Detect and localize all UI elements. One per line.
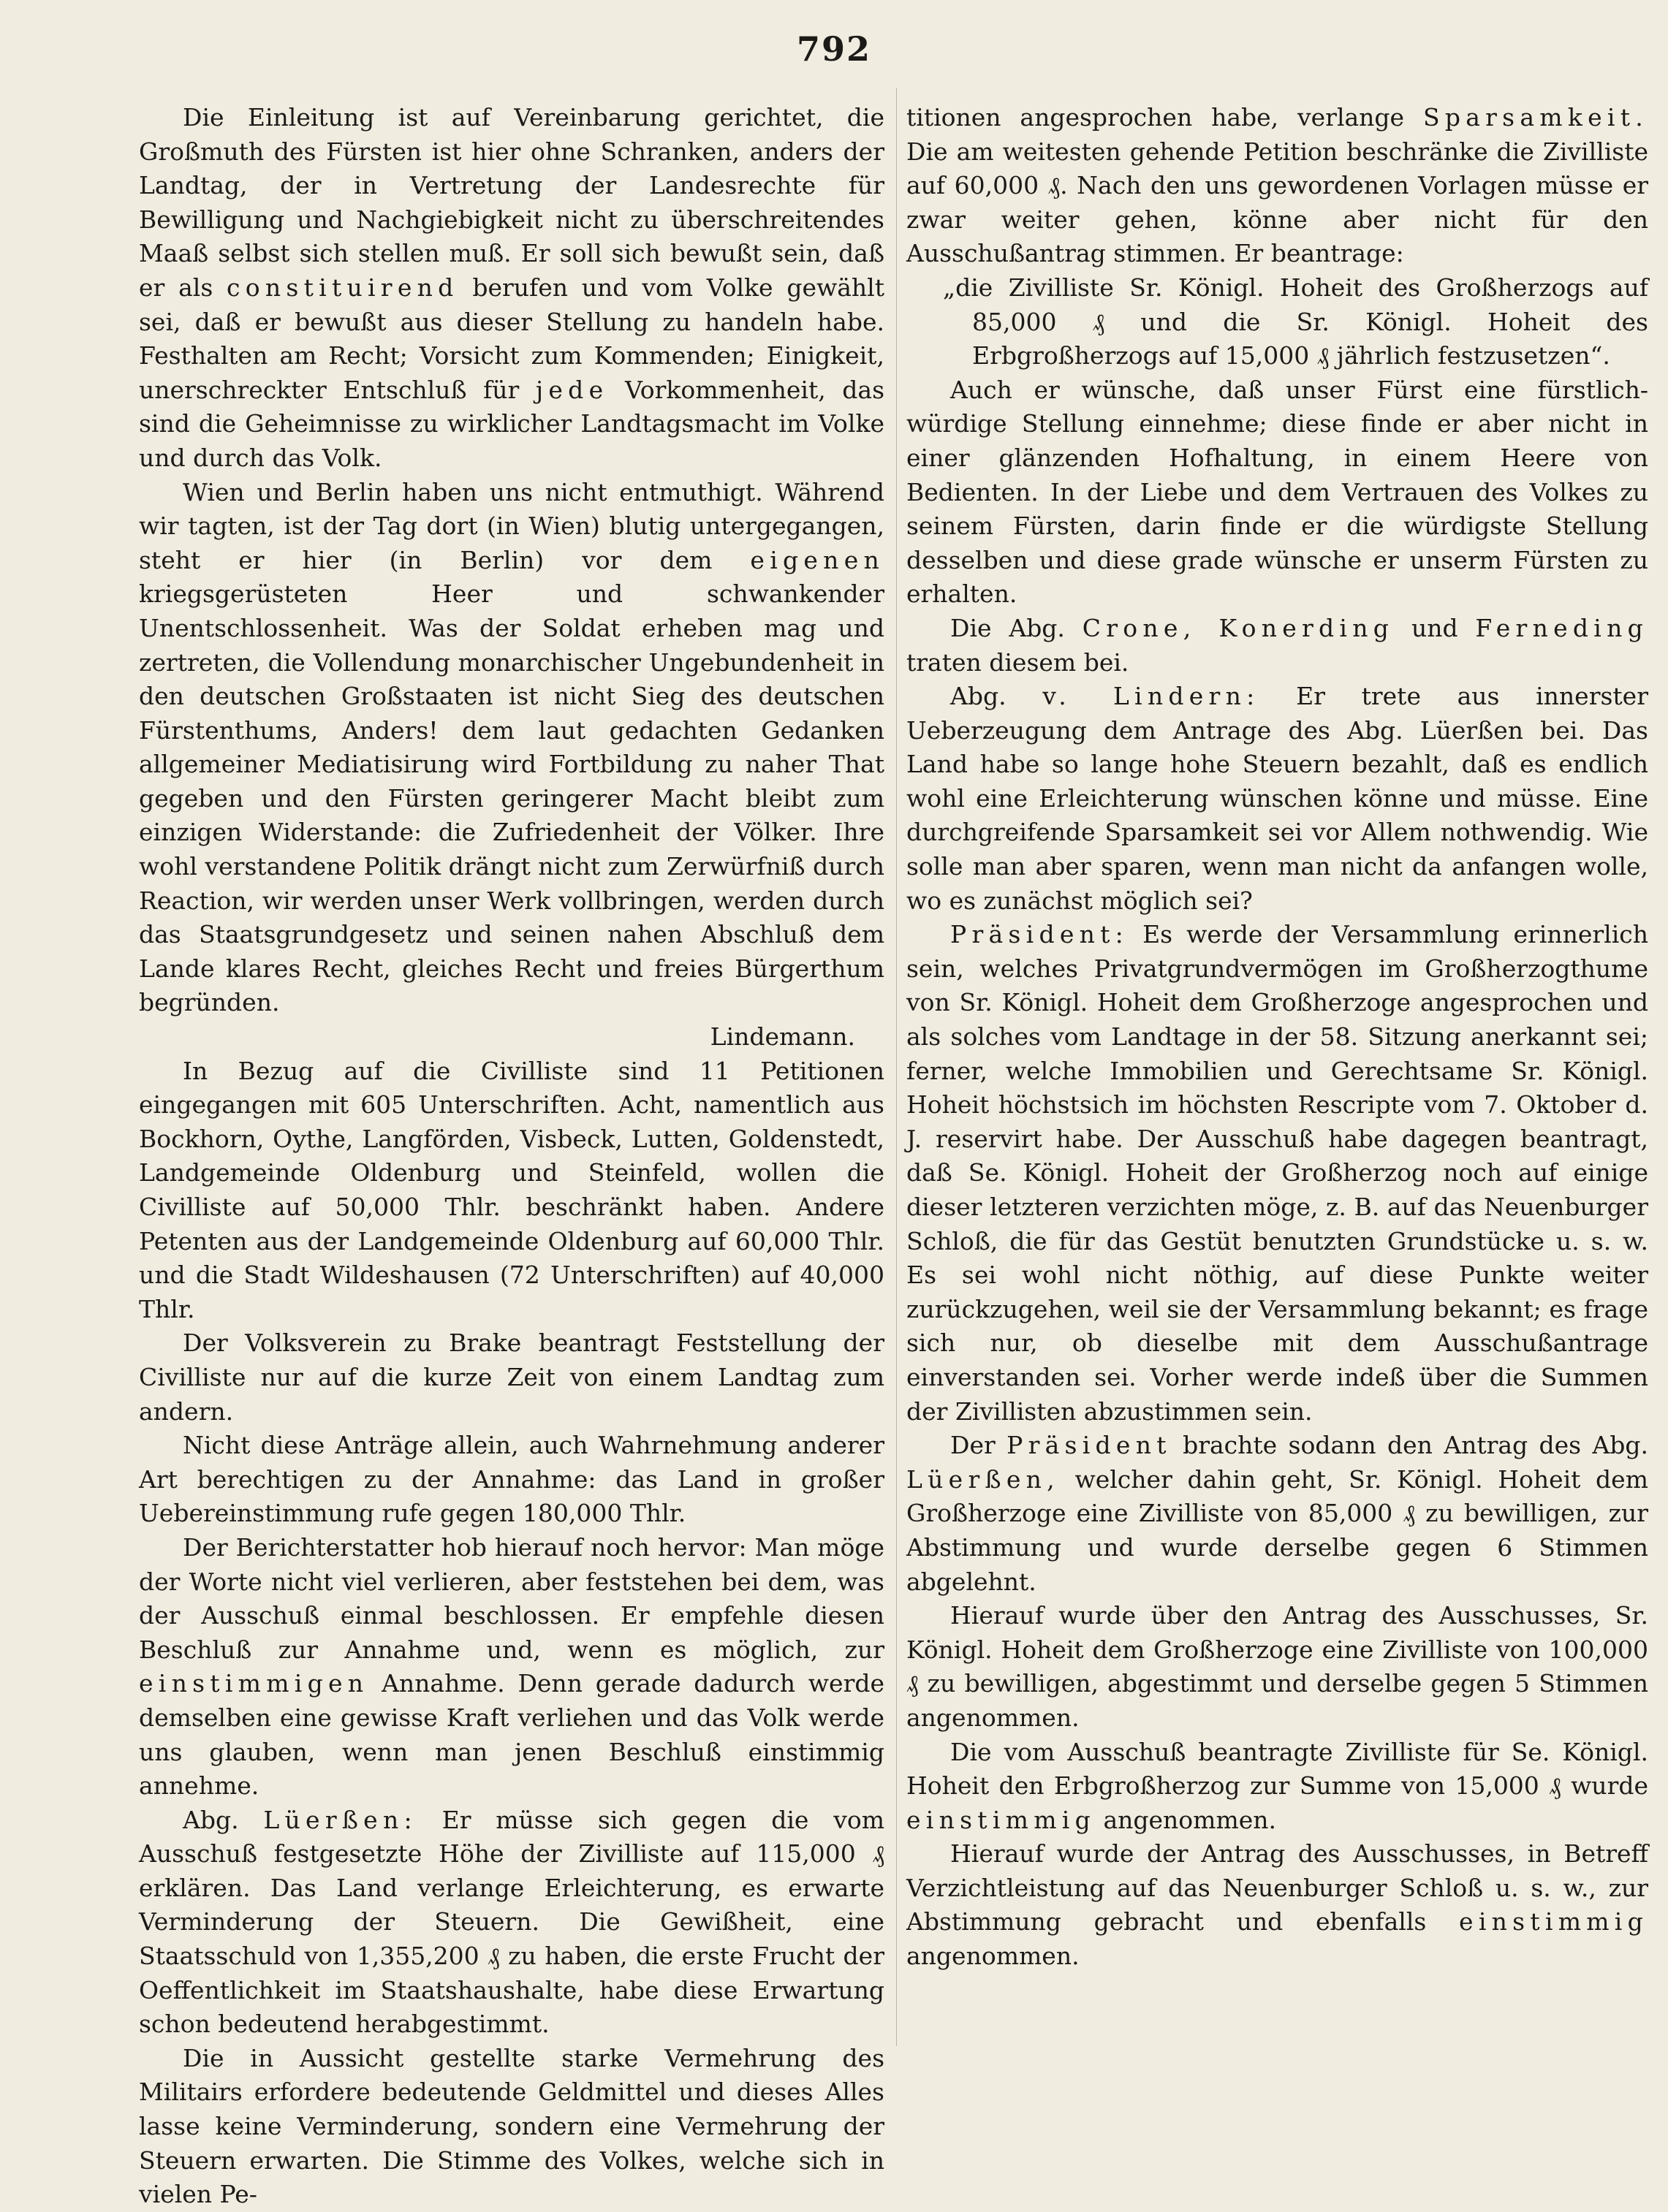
text-run: Er trete aus innerster Ueberzeugung dem Antrage des Abg. Lüerßen bei. Das Land habe so lange hohe Steuern bezahlt, daß es endlich wohl eine Erleichterung wünschen könne und müsse. Eine durchgreifende Sparsamkeit sei vor Allem nothwendig. Wie solle man aber sparen, wenn man nicht da anfangen wolle, wo es zunächst möglich sei? bbox=[906, 682, 1648, 915]
spaced-emphasis: Sparsamkeit. bbox=[1422, 103, 1648, 132]
paragraph bbox=[906, 373, 1648, 612]
spaced-emphasis: constituirend bbox=[227, 273, 459, 302]
text-run: kriegsgerüsteten Heer und schwankender Unentschlossenheit. Was der Soldat erheben mag und zertreten, die Vollendung monarchischer Ungebundenheit in den deutschen Großstaaten ist nicht Sieg des deutschen Fürstenthums, Anders! dem laut gedachten Gedanken allgemeiner Mediatisirung wird Fortbildung zu naher That gegeben und den Fürsten geringerer Macht bleibt zum einzigen Widerstande: die Zufriedenheit der Völker. Ihre wohl verstandene Politik drängt nicht zum Zerwürfniß durch Reaction, wir werden unser Werk vollbringen, werden durch das Staatsgrundgesetz und seinen nahen Abschluß dem Lande klares Recht, gleiches Recht und freies Bürgerthum begründen. bbox=[139, 579, 884, 1017]
column-divider bbox=[896, 88, 897, 2046]
text-run: Der Berichterstatter hob hierauf noch hervor: Man möge der Worte nicht viel verlieren, aber feststehen bei dem, was der Ausschuß einmal beschlossen. Er empfehle diesen Beschluß zur Annahme und, wenn es möglich, zur bbox=[139, 1532, 884, 1664]
text-run: Lindemann. bbox=[710, 1022, 855, 1052]
spaced-emphasis: Lüerßen, bbox=[906, 1464, 1060, 1494]
paragraph bbox=[139, 1531, 884, 1804]
text-run: Vorkommenheit, das sind die Geheimnisse zu wirklicher Landtagsmacht im Volke und durch das Volk. bbox=[139, 375, 885, 472]
text-run: In Bezug auf die Civilliste sind 11 Petitionen eingegangen mit 605 Unterschriften. Acht, namentlich aus Bockhorn, Oythe, Langförden, Visbeck, Lutten, Goldenstedt, Landgemeinde Oldenburg und Steinfeld, wollen die Civilliste auf 50,000 Thlr. beschränkt haben. Andere Petenten aus der Landgemeinde Oldenburg auf 60,000 Thlr. und die Stadt Wildeshausen (72 Unterschriften) auf 40,000 Thlr. bbox=[139, 1056, 884, 1323]
text-run: Er müsse sich gegen die vom Ausschuß festgesetzte Höhe der Zivilliste auf 115,000 ₰ erklären. Das Land verlange Erleichterung, es erwarte Verminderung der Steuern. Die Gewißheit, eine Staatsschuld von 1,355,200 ₰ zu haben, die erste Frucht der Oeffentlichkeit im Staatshaushalte, habe diese Erwartung schon bedeutend herabgestimmt. bbox=[139, 1805, 885, 2039]
text-run: Der Volksverein zu Brake beantragt Feststellung der Civilliste nur auf die kurze Zeit von einem Landtag zum andern. bbox=[139, 1329, 884, 1426]
spaced-emphasis: Präsident bbox=[1007, 1431, 1172, 1460]
text-run: Wien und Berlin haben uns nicht entmuthigt. Während wir tagten, ist der Tag dort (in Wien) blutig untergegangen, steht er hier (in Berlin) vor dem bbox=[139, 477, 884, 574]
text-run: Hierauf wurde der Antrag des Ausschusses, in Betreff Verzichtleistung auf das Neuenburger Schloß u. s. w., zur Abstimmung gebracht und ebenfalls bbox=[906, 1839, 1648, 1937]
spaced-emphasis: eigenen bbox=[750, 545, 884, 574]
left-column bbox=[139, 101, 884, 2212]
paragraph bbox=[139, 1054, 884, 1327]
paragraph bbox=[139, 1804, 884, 2042]
text-run: berufen und vom Volke gewählt sei, daß er bewußt aus dieser Stellung zu handeln habe. Festhalten am Recht; Vorsicht zum Kommenden; Einigkeit, unerschreckter Entschluß für bbox=[139, 273, 884, 404]
right-column bbox=[906, 101, 1648, 1974]
text-run: und bbox=[1394, 613, 1476, 642]
page-number: 792 bbox=[796, 29, 872, 69]
text-run: Auch er wünsche, daß unser Fürst eine fürstlich-würdige Stellung einnehme; diese finde er aber nicht in einer glänzenden Hofhaltung, in einem Heere von Bedienten. In der Liebe und dem Vertrauen des Volkes zu seinem Fürsten, darin finde er die würdigste Stellung desselben und diese grade wünsche er unserm Fürsten zu erhalten. bbox=[906, 375, 1648, 609]
paragraph bbox=[906, 1429, 1648, 1599]
paragraph bbox=[139, 1429, 884, 1531]
text-run: Der bbox=[950, 1431, 1007, 1460]
spaced-emphasis: Lüerßen: bbox=[263, 1805, 417, 1834]
text-run: Hierauf wurde über den Antrag des Ausschusses, Sr. Königl. Hoheit dem Großherzoge eine Zivilliste von 100,000 ₰ zu bewilligen, abgestimmt und derselbe gegen 5 Stimmen angenommen. bbox=[906, 1601, 1648, 1732]
text-run: angenommen. bbox=[906, 1942, 1080, 1971]
spaced-emphasis: v. Lindern: bbox=[1042, 682, 1260, 711]
paragraph bbox=[906, 918, 1648, 1429]
paragraph bbox=[906, 101, 1648, 271]
spaced-emphasis: Präsident: bbox=[950, 920, 1129, 949]
text-run: Die am weitesten gehende Petition beschränke die Zivilliste auf 60,000 ₰. Nach den uns gewordenen Vorlagen müsse er zwar weiter gehen, könne aber nicht für den Ausschußantrag stimmen. Er beantrage: bbox=[906, 137, 1648, 268]
text-run: traten diesem bei. bbox=[906, 647, 1129, 677]
spaced-emphasis: Crone, Konerding bbox=[1082, 613, 1395, 642]
text-run: Die vom Ausschuß beantragte Zivilliste für Se. Königl. Hoheit den Erbgroßherzog zur Summe von 15,000 ₰ wurde bbox=[906, 1737, 1648, 1801]
text-run: Annahme. Denn gerade dadurch werde demselben eine gewisse Kraft verliehen und das Volk werde uns glauben, wenn man jenen Beschluß einstimmig annehme. bbox=[139, 1669, 884, 1801]
text-run: Die Einleitung ist auf Vereinbarung gerichtet, die Großmuth des Fürsten ist hier ohne Schranken, anders der Landtag, der in Vertretung der Landesrechte für Bewilligung und Nachgiebigkeit nicht zu überschreitendes Maaß selbst sich stellen muß. Er soll sich bewußt sein, daß er als bbox=[139, 103, 884, 302]
text-run: welcher dahin geht, Sr. Königl. Hoheit dem Großherzoge eine Zivilliste von 85,000 ₰ zu bewilligen, zur Abstimmung und wurde derselbe gegen 6 Stimmen abgelehnt. bbox=[906, 1464, 1648, 1596]
text-run: Nicht diese Anträge allein, auch Wahrnehmung anderer Art berechtigen zu der Annahme: das Land in großer Uebereinstimmung rufe gegen 180,000 Thlr. bbox=[139, 1431, 884, 1528]
spaced-emphasis: Ferneding bbox=[1475, 613, 1648, 642]
text-run: „die Zivilliste Sr. Königl. Hoheit des Großherzogs auf 85,000 ₰ und die Sr. Königl. Hoheit des Erbgroßherzogs auf 15,000 ₰ jährlich festzusetzen“. bbox=[943, 273, 1648, 370]
signature bbox=[139, 1020, 884, 1054]
spaced-emphasis: einstimmig bbox=[1459, 1907, 1648, 1937]
paragraph bbox=[139, 2042, 884, 2212]
text-run: Die Abg. bbox=[950, 613, 1083, 642]
text-run: Abg. bbox=[950, 682, 1043, 711]
paragraph bbox=[139, 476, 884, 1021]
spaced-emphasis: einstimmig bbox=[906, 1805, 1096, 1834]
text-run: brachte sodann den Antrag des Abg. bbox=[1171, 1431, 1648, 1460]
text-run: titionen angesprochen habe, verlange bbox=[906, 103, 1423, 132]
paragraph bbox=[139, 1326, 884, 1429]
spaced-emphasis: einstimmigen bbox=[139, 1669, 369, 1698]
paragraph bbox=[906, 1837, 1648, 1973]
paragraph bbox=[906, 1736, 1648, 1838]
paragraph bbox=[906, 680, 1648, 918]
text-run: angenommen. bbox=[1095, 1805, 1277, 1834]
text-run: Abg. bbox=[183, 1805, 264, 1834]
paragraph bbox=[906, 612, 1648, 680]
text-run: Es werde der Versammlung erinnerlich sein, welches Privatgrundvermögen im Großherzogthume von Sr. Königl. Hoheit dem Großherzoge angesprochen und als solches vom Landtage in der 58. Sitzung anerkannt sei; ferner, welche Immobilien und Gerechtsame Sr. Königl. Hoheit höchstsich im höchsten Rescripte vom 7. Oktober d. J. reservirt habe. Der Ausschuß habe dagegen beantragt, daß Se. Königl. Hoheit der Großherzog noch auf einige dieser letzteren verzichten möge, z. B. auf das Neuenburger Schloß, die für das Gestüt benutzten Grundstücke u. s. w. Es sei wohl nicht nöthig, auf diese Punkte weiter zurückzugehen, weil sie der Versammlung bekannt; es frage sich nur, ob dieselbe mit dem Ausschußantrage einverstanden sei. Vorher werde indeß über die Summen der Zivillisten abzustimmen sein. bbox=[906, 920, 1648, 1426]
spaced-emphasis: jede bbox=[535, 375, 609, 404]
motion-quote bbox=[906, 271, 1648, 373]
paragraph bbox=[139, 101, 884, 476]
text-run: Die in Aussicht gestellte starke Vermehrung des Militairs erfordere bedeutende Geldmittel und dieses Alles lasse keine Verminderung, sondern eine Vermehrung der Steuern erwarten. Die Stimme des Volkes, welche sich in vielen Pe- bbox=[139, 2043, 884, 2209]
paragraph bbox=[906, 1599, 1648, 1735]
